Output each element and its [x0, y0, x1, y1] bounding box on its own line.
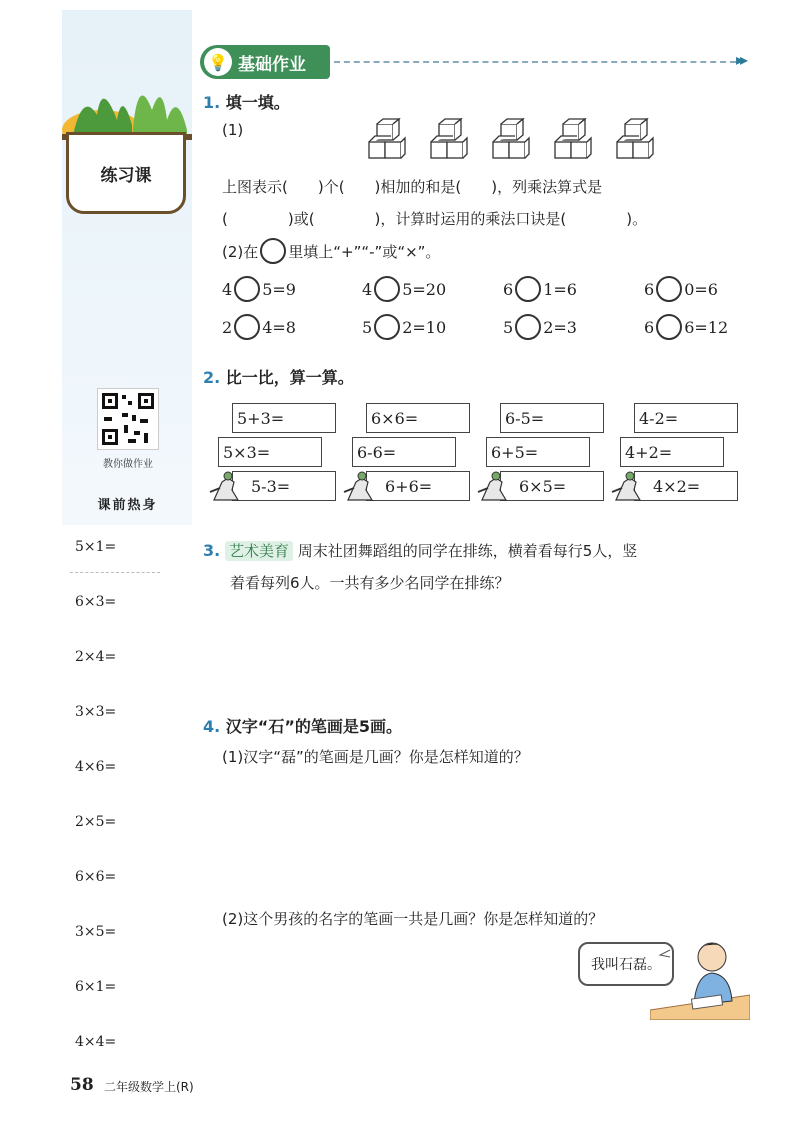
section-banner: [200, 45, 330, 79]
speech-bubble: 我叫石磊。: [578, 942, 674, 986]
drill-item: 4×4=: [75, 1034, 117, 1050]
q1-line2: ( )或( )，计算时运用的乘法口诀是( )。: [222, 210, 648, 228]
answer-box[interactable]: 6-5=: [500, 403, 604, 433]
drill-item: 2×5=: [75, 814, 117, 830]
knight-icon: [476, 470, 516, 506]
question-2-title: 2. 比一比，算一算。: [203, 368, 354, 387]
q1-part1-label: (1): [222, 121, 244, 139]
answer-box[interactable]: 5-3=: [232, 471, 336, 501]
answer-box[interactable]: 4-2=: [634, 403, 738, 433]
subject-tag: 艺术美育: [225, 541, 293, 561]
q4-part1: (1)汉字“磊”的笔画是几画？你是怎样知道的？: [222, 748, 529, 766]
equation: 5 2=3: [503, 314, 577, 340]
lesson-type-label: 练习课: [66, 132, 186, 214]
operator-blank[interactable]: [234, 314, 260, 340]
answer-box[interactable]: 6+6=: [366, 471, 470, 501]
operator-blank[interactable]: [234, 276, 260, 302]
answer-box[interactable]: 4×2=: [634, 471, 738, 501]
operator-blank[interactable]: [656, 276, 682, 302]
warmup-title: 课前热身: [97, 498, 158, 513]
q1-part2-instruction: (2)在 里填上“+”“-”或“×”。: [222, 238, 440, 264]
operator-blank[interactable]: [656, 314, 682, 340]
equation: 4 5=20: [362, 276, 446, 302]
answer-box[interactable]: 6×5=: [500, 471, 604, 501]
knight-icon: [208, 470, 248, 506]
question-4-title: 4. 汉字“石”的笔画是5画。: [203, 717, 402, 736]
answer-box[interactable]: 6×6=: [366, 403, 470, 433]
equation: 5 2=10: [362, 314, 446, 340]
operator-circle-icon: [260, 238, 286, 264]
question-1-title: 1. 填一填。: [203, 93, 290, 112]
equation: 6 0=6: [644, 276, 718, 302]
question-3-line2: 着看每列6人。一共有多少名同学在排练？: [230, 574, 510, 592]
divider: [70, 572, 160, 573]
lightbulb-icon: 💡: [204, 48, 232, 76]
operator-blank[interactable]: [374, 276, 400, 302]
answer-box[interactable]: 6-6=: [352, 437, 456, 467]
qr-code[interactable]: [97, 388, 159, 450]
section-title: 基础作业: [238, 54, 306, 75]
drill-item: 5×1=: [75, 539, 117, 555]
answer-box[interactable]: 5+3=: [232, 403, 336, 433]
page-number: 58: [70, 1075, 94, 1095]
knight-icon: [610, 470, 650, 506]
drill-item: 6×6=: [75, 869, 117, 885]
equation: 2 4=8: [222, 314, 296, 340]
drill-item: 3×5=: [75, 924, 117, 940]
q4-part2: (2)这个男孩的名字的笔画一共是几画？你是怎样知道的？: [222, 910, 604, 928]
drill-item: 6×3=: [75, 594, 117, 610]
answer-box[interactable]: 6+5=: [486, 437, 590, 467]
drill-item: 3×3=: [75, 704, 117, 720]
drill-item: 6×1=: [75, 979, 117, 995]
book-title: 二年级数学上(R): [104, 1080, 194, 1094]
boy-illustration: [650, 935, 750, 1020]
drill-item: 4×6=: [75, 759, 117, 775]
drill-item: 2×4=: [75, 649, 117, 665]
answer-box[interactable]: 5×3=: [218, 437, 322, 467]
equation: 6 6=12: [644, 314, 728, 340]
qr-caption: 教你做作业: [103, 459, 153, 470]
question-3: 3. 艺术美育 周末社团舞蹈组的同学在排练，横着看每行5人，竖: [203, 541, 638, 560]
plant-illustration: [62, 60, 192, 140]
equation: 4 5=9: [222, 276, 296, 302]
double-arrow-icon: ▸▸: [736, 50, 745, 69]
divider: [334, 61, 736, 63]
cube-stacks-illustration: [365, 118, 665, 164]
operator-blank[interactable]: [515, 314, 541, 340]
knight-icon: [342, 470, 382, 506]
q1-line1: 上图表示( )个( )相加的和是( )，列乘法算式是: [222, 178, 603, 196]
operator-blank[interactable]: [515, 276, 541, 302]
equation: 6 1=6: [503, 276, 577, 302]
answer-box[interactable]: 4+2=: [620, 437, 724, 467]
operator-blank[interactable]: [374, 314, 400, 340]
